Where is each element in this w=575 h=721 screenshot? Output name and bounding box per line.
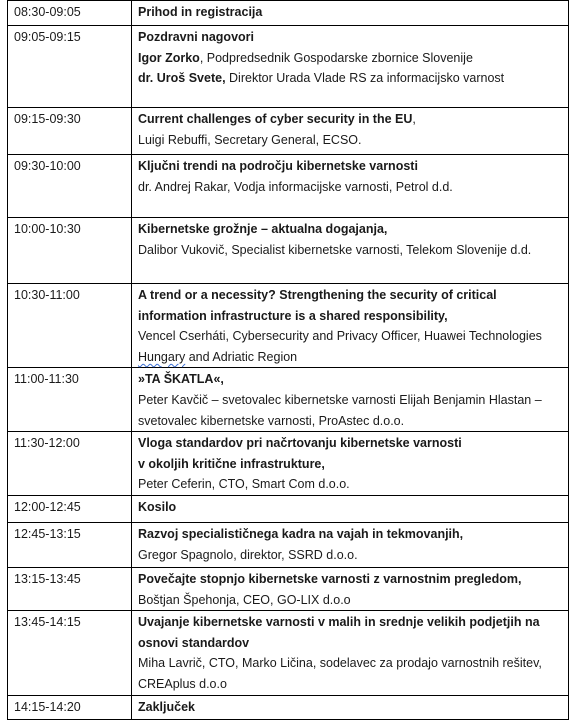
session-title: Zaključek <box>138 699 195 714</box>
agenda-row <box>8 26 569 108</box>
agenda-row <box>8 155 569 218</box>
agenda-row <box>8 284 569 368</box>
session-title: Povečajte stopnjo kibernetske varnosti z varnostnim pregledom, <box>138 571 522 586</box>
speaker-role: Direktor Urada Vlade RS za informacijsko varnost <box>225 71 505 86</box>
time-cell: 12:00-12:45 <box>8 495 132 522</box>
session-title: »TA ŠKATLA«, <box>138 372 224 387</box>
time-cell: 09:30-10:00 <box>8 155 132 218</box>
session-title: Razvoj specialističnega kadra na vajah in tekmovanjih, <box>138 526 464 541</box>
time-cell: 09:15-09:30 <box>8 108 132 155</box>
speaker-role: , Podpredsednik Gospodarske zbornice Slovenije <box>199 50 473 65</box>
time-cell: 13:15-13:45 <box>8 567 132 610</box>
speaker-line <box>138 68 562 89</box>
session-cell <box>132 522 569 567</box>
session-cell <box>132 108 569 155</box>
agenda-row <box>8 1 569 26</box>
speaker-name: Igor Zorko <box>138 50 200 65</box>
agenda-row <box>8 218 569 284</box>
session-cell <box>132 155 569 218</box>
time-cell: 12:45-13:15 <box>8 522 132 567</box>
time-cell: 13:45-14:15 <box>8 611 132 695</box>
session-title: Kosilo <box>138 499 177 514</box>
time-cell: 09:05-09:15 <box>8 26 132 108</box>
session-detail: dr. Andrej Rakar, Vodja informacijske varnosti, Petrol d.d. <box>138 179 453 194</box>
session-title: Ključni trendi na področju kibernetske varnosti <box>138 159 418 173</box>
time-cell: 10:30-11:00 <box>8 284 132 368</box>
session-title: Uvajanje kibernetske varnosti v malih in srednje velikih podjetjih na osnovi standardov <box>138 615 540 650</box>
agenda-row <box>8 108 569 155</box>
session-cell <box>132 567 569 610</box>
time-cell: 10:00-10:30 <box>8 218 132 284</box>
session-detail: Luigi Rebuffi, Secretary General, ECSO. <box>138 132 362 147</box>
time-cell: 11:30-12:00 <box>8 432 132 496</box>
session-title-cont: v okoljih kritične infrastrukture, <box>138 456 325 471</box>
session-detail: Miha Lavrič, CTO, Marko Ličina, sodelavec za prodajo varnostnih rešitev, CREAplus d.o.o <box>138 656 542 691</box>
agenda-row <box>8 495 569 522</box>
agenda-table <box>7 0 569 720</box>
session-cell <box>132 495 569 522</box>
agenda-row <box>8 611 569 695</box>
agenda-row <box>8 695 569 719</box>
time-cell: 08:30-09:05 <box>8 1 132 26</box>
speaker-line <box>138 48 562 69</box>
session-cell <box>132 611 569 695</box>
session-cell <box>132 218 569 284</box>
spellcheck-word: Hungary <box>138 349 186 364</box>
agenda-row <box>8 567 569 610</box>
session-title: Kibernetske grožnje – aktualna dogajanja, <box>138 222 388 236</box>
time-cell: 14:15-14:20 <box>8 695 132 719</box>
speaker-name: dr. Uroš Svete, <box>138 71 226 86</box>
session-cell <box>132 368 569 432</box>
session-cell <box>132 284 569 368</box>
time-cell: 11:00-11:30 <box>8 368 132 432</box>
session-cell <box>132 695 569 719</box>
session-cell <box>132 26 569 108</box>
session-detail: Peter Kavčič – svetovalec kibernetske varnosti Elijah Benjamin Hlastan – svetovalec kibernetske varnosti, ProAstec d.o.o. <box>138 392 542 428</box>
title-suffix: , <box>412 112 416 126</box>
agenda-row <box>8 368 569 432</box>
session-detail: Peter Ceferin, CTO, Smart Com d.o.o. <box>138 477 350 492</box>
session-detail: Boštjan Špehonja, CEO, GO-LIX d.o.o <box>138 592 351 607</box>
session-title: Prihod in registracija <box>138 5 263 19</box>
agenda-row <box>8 522 569 567</box>
session-title: Vloga standardov pri načrtovanju kibernetske varnosti <box>138 436 462 451</box>
session-detail: Gregor Spagnolo, direktor, SSRD d.o.o. <box>138 547 358 562</box>
session-detail: Dalibor Vukovič, Specialist kibernetske varnosti, Telekom Slovenije d.d. <box>138 242 532 257</box>
session-cell <box>132 1 569 26</box>
agenda-row <box>8 432 569 496</box>
session-cell <box>132 432 569 496</box>
session-detail: Vencel Cserháti, Cybersecurity and Privacy Officer, Huawei Technologies Hungary and Adriatic Region <box>138 329 542 364</box>
session-title: A trend or a necessity? Strengthening the security of critical information infrastructure is a shared responsibility, <box>138 288 497 323</box>
session-title: Pozdravni nagovori <box>138 30 254 44</box>
session-title: Current challenges of cyber security in the EU <box>138 112 413 126</box>
